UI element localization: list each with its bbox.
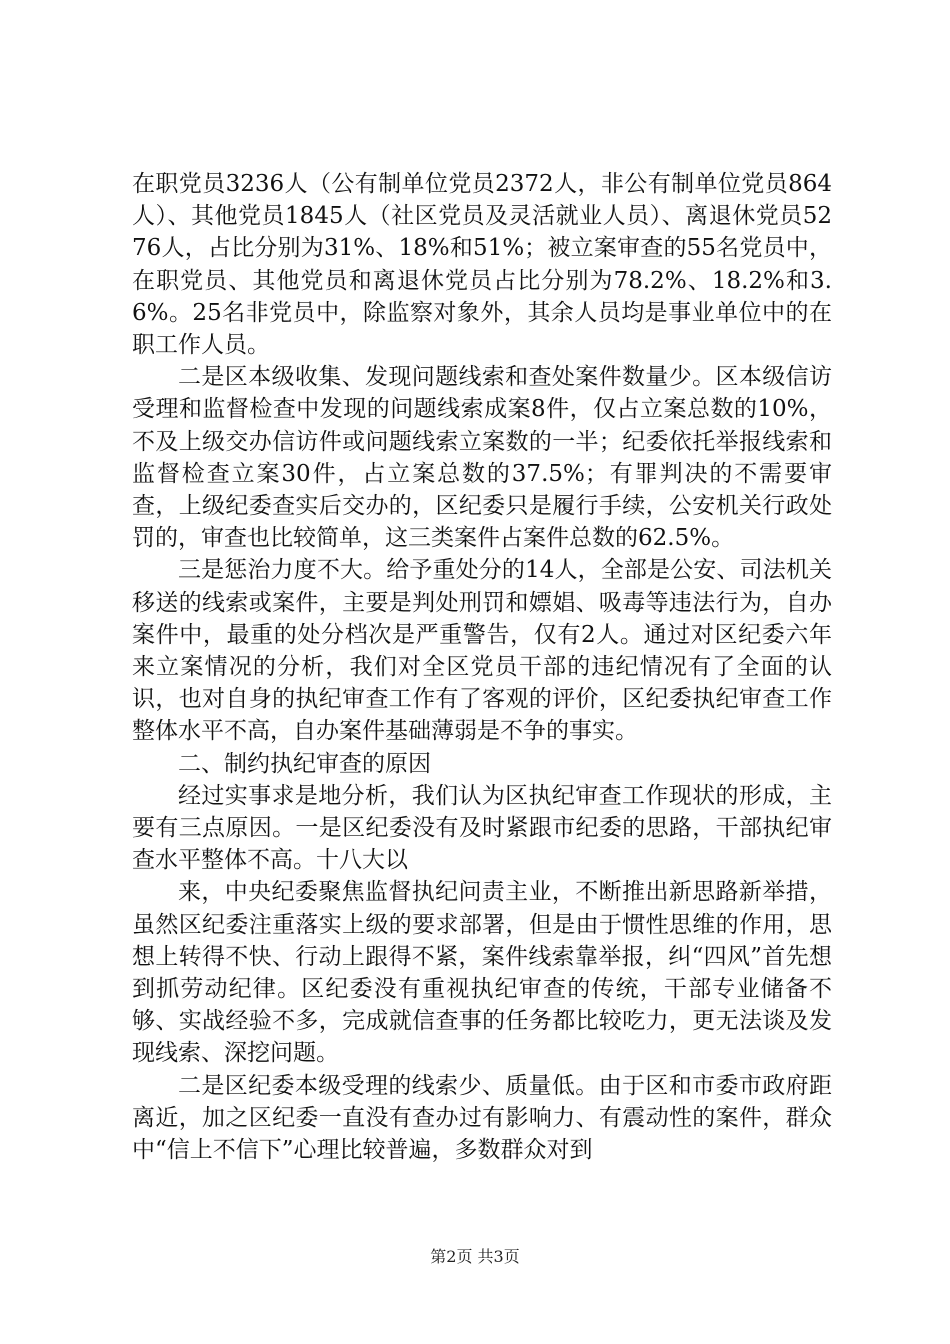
paragraph-1: 在职党员3236人（公有制单位党员2372人，非公有制单位党员864人）、其他党员1845人（社区党员及灵活就业人员）、离退休党员5276人，占比分别为31%、18%和51%；被立案审查的55名党员中，在职党员、其他党员和离退休党员占比分别为78.2%、18.2%和3.6%。25名非党员中，除监察对象外，其余人员均是事业单位中的在职工作人员。 [132, 171, 832, 359]
paragraph-4: 经过实事求是地分析，我们认为区执纪审查工作现状的形成，主要有三点原因。一是区纪委没有及时紧跟市纪委的思路，干部执纪审查水平整体不高。十八大以 [132, 782, 832, 874]
page-number: 第2页 共3页 [430, 1247, 520, 1266]
paragraph-6: 二是区纪委本级受理的线索少、质量低。由于区和市委市政府距离近，加之区纪委一直没有查办过有影响力、有震动性的案件，群众中“信上不信下”心理比较普遍，多数群众对到 [132, 1072, 832, 1164]
section-heading: 二、制约执纪审查的原因 [178, 750, 431, 777]
paragraph-3: 三是惩治力度不大。给予重处分的14人，全部是公安、司法机关移送的线索或案件，主要是判处刑罚和嫖娼、吸毒等违法行为，自办案件中，最重的处分档次是严重警告，仅有2人。通过对区纪委六年来立案情况的分析，我们对全区党员干部的违纪情况有了全面的认识，也对自身的执纪审查工作有了客观的评价，区纪委执纪审查工作整体水平不高，自办案件基础薄弱是不争的事实。 [132, 557, 832, 745]
paragraph-5: 来，中央纪委聚焦监督执纪问责主业，不断推出新思路新举措，虽然区纪委注重落实上级的要求部署，但是由于惯性思维的作用，思想上转得不快、行动上跟得不紧，案件线索靠举报，纠“四风”首先想到抓劳动纪律。区纪委没有重视执纪审查的传统，干部专业储备不够、实战经验不多，完成就信查事的任务都比较吃力，更无法谈及发现线索、深挖问题。 [132, 879, 832, 1067]
paragraph-2: 二是区本级收集、发现问题线索和查处案件数量少。区本级信访受理和监督检查中发现的问题线索成案8件，仅占立案总数的10%，不及上级交办信访件或问题线索立案数的一半；纪委依托举报线索和监督检查立案30件，占立案总数的37.5%；有罪判决的不需要审查，上级纪委查实后交办的，区纪委只是履行手续，公安机关行政处罚的，审查也比较简单，这三类案件占案件总数的62.5%。 [132, 364, 832, 552]
page-footer [0, 1244, 950, 1267]
document-body [132, 168, 832, 1166]
